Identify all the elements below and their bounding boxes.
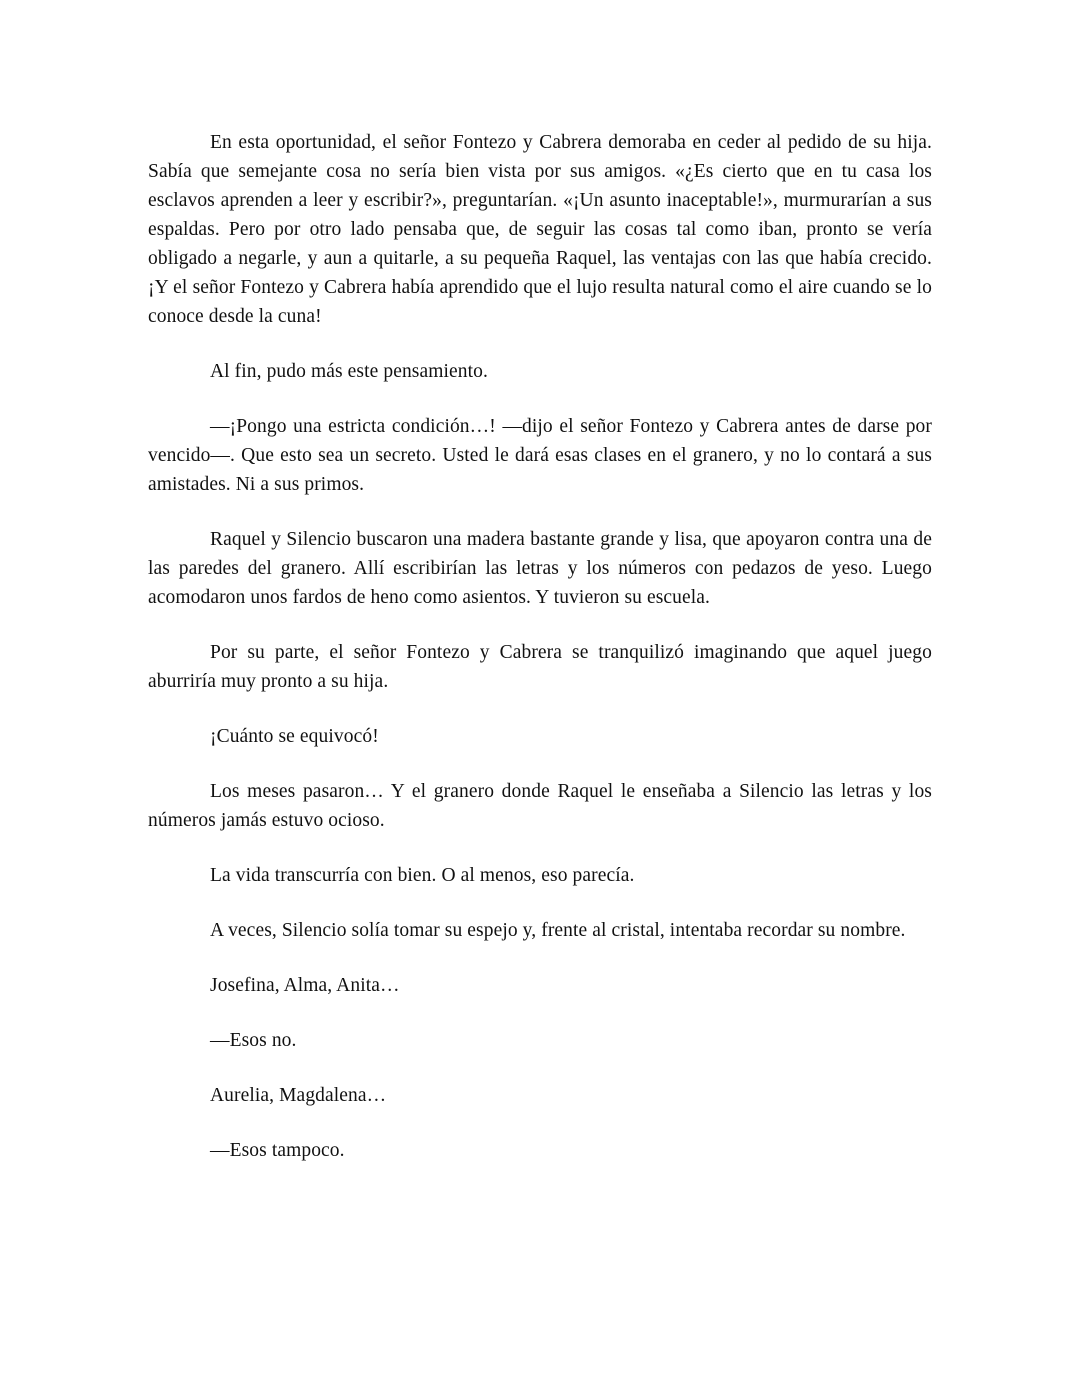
paragraph: —Esos no.: [210, 1030, 297, 1051]
paragraph: Josefina, Alma, Anita…: [210, 975, 400, 996]
paragraph: La vida transcurría con bien. O al menos, eso parecía.: [210, 865, 635, 886]
paragraph: Los meses pasaron… Y el granero donde Raquel le enseñaba a Silencio las letras y los números jamás estuvo ocioso.: [148, 781, 932, 831]
paragraph: —¡Pongo una estricta condición…! —dijo el señor Fontezo y Cabrera antes de darse por vencido—. Que esto sea un secreto. Usted le dará esas clases en el granero, y no lo contará a sus amistades. Ni a sus primos.: [148, 416, 932, 495]
paragraph: Por su parte, el señor Fontezo y Cabrera se tranquilizó imaginando que aquel juego aburriría muy pronto a su hija.: [148, 642, 932, 692]
paragraph: Al fin, pudo más este pensamiento.: [210, 361, 488, 382]
paragraph: —Esos tampoco.: [210, 1140, 345, 1161]
paragraph: En esta oportunidad, el señor Fontezo y Cabrera demoraba en ceder al pedido de su hija. Sabía que semejante cosa no sería bien vista por sus amigos. «¿Es cierto que en tu casa los esclavos aprenden a leer y escribir?», preguntarían. «¡Un asunto inaceptable!», murmurarían a sus espaldas. Pero por otro lado pensaba que, de seguir las cosas tal como iban, pronto se vería obligado a negarle, y aun a quitarle, a su pequeña Raquel, las ventajas con las que había crecido. ¡Y el señor Fontezo y Cabrera había aprendido que el lujo resulta natural como el aire cuando se lo conoce desde la cuna!: [148, 132, 932, 327]
paragraph: Aurelia, Magdalena…: [210, 1085, 387, 1106]
paragraph: ¡Cuánto se equivocó!: [210, 726, 379, 747]
paragraph: A veces, Silencio solía tomar su espejo y, frente al cristal, intentaba recordar su nombre.: [210, 920, 906, 941]
paragraph: Raquel y Silencio buscaron una madera bastante grande y lisa, que apoyaron contra una de las paredes del granero. Allí escribirían las letras y los números con pedazos de yeso. Luego acomodaron unos fardos de heno como asientos. Y tuvieron su escuela.: [148, 529, 932, 608]
